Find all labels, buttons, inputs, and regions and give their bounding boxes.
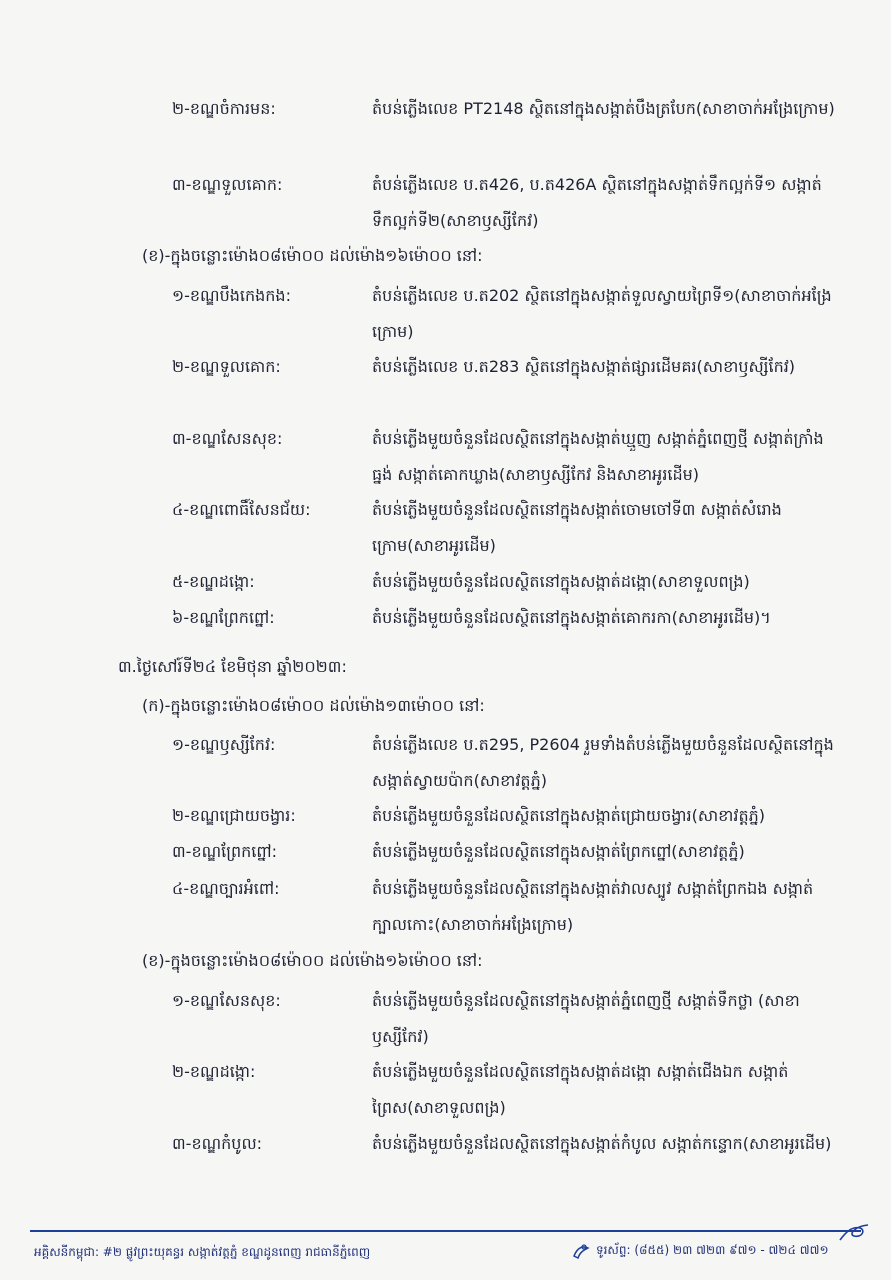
district-label: ២-ខណ្ឌចំការមន: — [172, 99, 276, 118]
time-range-heading: (ខ)-ក្នុងចន្លោះម៉ោង០៨ម៉ោ០០ ដល់ម៉ោង១៦ម៉ោ០០ នៅ: — [142, 246, 483, 265]
footer-contact — [572, 1242, 829, 1260]
district-description: តំបន់ភ្លើងមួយចំនួនដែលស្ថិតនៅក្នុងសង្កាត់កំបូល សង្កាត់កន្ទោក(សាខាអូរដើម) — [372, 1134, 832, 1153]
district-label: ៣-ខណ្ឌទួលគោក: — [172, 175, 283, 194]
time-range-heading: (ខ)-ក្នុងចន្លោះម៉ោង០៨ម៉ោ០០ ដល់ម៉ោង១៦ម៉ោ០០ នៅ: — [142, 951, 483, 970]
district-description: តំបន់ភ្លើងមួយចំនួនដែលស្ថិតនៅក្នុងសង្កាត់ភ្នំពេញថ្មី សង្កាត់ទឹកថ្លា (សាខាឫស្សីកែវ) — [372, 991, 800, 1046]
district-description: តំបន់ភ្លើងលេខ PT2148 ស្ថិតនៅក្នុងសង្កាត់បឹងត្របែក(សាខាចាក់អង្រែក្រោម) — [372, 99, 835, 118]
district-label: ២-ខណ្ឌជ្រោយចង្វារ: — [172, 806, 296, 825]
district-description: តំបន់ភ្លើងមួយចំនួនដែលស្ថិតនៅក្នុងសង្កាត់ឃ្មួញ សង្កាត់ភ្នំពេញថ្មី សង្កាត់ក្រាំងធ្នង់ សង្កាត់គោកឃ្លាង(សាខាឫស្សីកែវ និងសាខាអូរដើម) — [372, 429, 824, 484]
district-label: ៣-ខណ្ឌព្រែកព្នៅ: — [172, 842, 277, 861]
footer-address: អគ្គិសនីកម្ពុជា: #២ ផ្លូវព្រះយុគន្ធរ សង្កាត់វត្តភ្នំ ខណ្ឌដូនពេញ រាជធានីភ្នំពេញ — [34, 1245, 371, 1259]
district-description: តំបន់ភ្លើងលេខ ប.ត283 ស្ថិតនៅក្នុងសង្កាត់ផ្សារដើមគរ(សាខាឫស្សីកែវ) — [372, 357, 796, 376]
district-label: ១-ខណ្ឌសែនសុខ: — [172, 991, 281, 1010]
district-label: ១-ខណ្ឌឫស្សីកែវ: — [172, 735, 276, 754]
footer-phone: ទូរស័ព្ទ: (៨៥៥) ២៣ ៧២៣ ៩៧១ - ៧២៤ ៧៧១ — [596, 1243, 829, 1257]
district-label: ១-ខណ្ឌបឹងកេងកង: — [172, 286, 291, 305]
district-label: ២-ខណ្ឌដង្កោ: — [172, 1062, 256, 1081]
district-label: ៦-ខណ្ឌព្រែកព្នៅ: — [172, 608, 275, 627]
district-label: ៥-ខណ្ឌដង្កោ: — [172, 572, 255, 591]
district-description: តំបន់ភ្លើងមួយចំនួនដែលស្ថិតនៅក្នុងសង្កាត់ចោមចៅទី៣ សង្កាត់សំរោងក្រោម(សាខាអូរដើម) — [372, 500, 782, 555]
district-description: តំបន់ភ្លើងលេខ ប.ត295, P2604 រួមទាំងតំបន់ភ្លើងមួយចំនួនដែលស្ថិតនៅក្នុងសង្កាត់ស្វាយប៉ាក(សាខាវត្តភ្នំ) — [372, 735, 834, 790]
district-description: តំបន់ភ្លើងមួយចំនួនដែលស្ថិតនៅក្នុងសង្កាត់គោករកា(សាខាអូរដើម)។ — [372, 608, 771, 627]
day-heading: ៣.ថ្ងៃសៅរ៍ទី២៤ ខែមិថុនា ឆ្នាំ២០២៣: — [118, 657, 347, 676]
district-description: តំបន់ភ្លើងមួយចំនួនដែលស្ថិតនៅក្នុងសង្កាត់ព្រែកព្នៅ(សាខាវត្តភ្នំ) — [372, 842, 745, 861]
signature-mark — [838, 1222, 870, 1248]
district-label: ៤-ខណ្ឌពោធិ៍សែនជ័យ: — [172, 500, 311, 519]
district-description: តំបន់ភ្លើងលេខ ប.ត202 ស្ថិតនៅក្នុងសង្កាត់ទួលស្វាយព្រៃទី១(សាខាចាក់អង្រែក្រោម) — [372, 286, 832, 341]
district-label: ៣-ខណ្ឌសែនសុខ: — [172, 429, 283, 448]
district-description: តំបន់ភ្លើងមួយចំនួនដែលស្ថិតនៅក្នុងសង្កាត់ជ្រោយចង្វារ(សាខាវត្តភ្នំ) — [372, 806, 766, 825]
district-description: តំបន់ភ្លើងមួយចំនួនដែលស្ថិតនៅក្នុងសង្កាត់ដង្កោ សង្កាត់ជើងឯក សង្កាត់ព្រៃស(សាខាទួលពង្រ) — [372, 1062, 789, 1117]
district-label: ៣-ខណ្ឌកំបូល: — [172, 1134, 263, 1153]
district-description: តំបន់ភ្លើងមួយចំនួនដែលស្ថិតនៅក្នុងសង្កាត់ដង្កោ(សាខាទួលពង្រ) — [372, 572, 750, 591]
phone-icon — [572, 1242, 590, 1260]
district-description: តំបន់ភ្លើងលេខ ប.ត426, ប.ត426A ស្ថិតនៅក្នុងសង្កាត់ទឹកល្អក់ទី១ សង្កាត់ទឹកល្អក់ទី២(សាខាឫស្សីកែវ) — [372, 175, 822, 230]
time-range-heading: (ក)-ក្នុងចន្លោះម៉ោង០៨ម៉ោ០០ ដល់ម៉ោង១៣ម៉ោ០០ នៅ: — [142, 696, 485, 715]
district-description: តំបន់ភ្លើងមួយចំនួនដែលស្ថិតនៅក្នុងសង្កាត់វាលស្បូវ សង្កាត់ព្រែកឯង សង្កាត់ក្បាលកោះ(សាខាចាក់អង្រែក្រោម) — [372, 879, 814, 934]
district-label: ៤-ខណ្ឌច្បារអំពៅ: — [172, 879, 280, 898]
footer-divider — [30, 1230, 861, 1232]
district-label: ២-ខណ្ឌទួលគោក: — [172, 357, 281, 376]
